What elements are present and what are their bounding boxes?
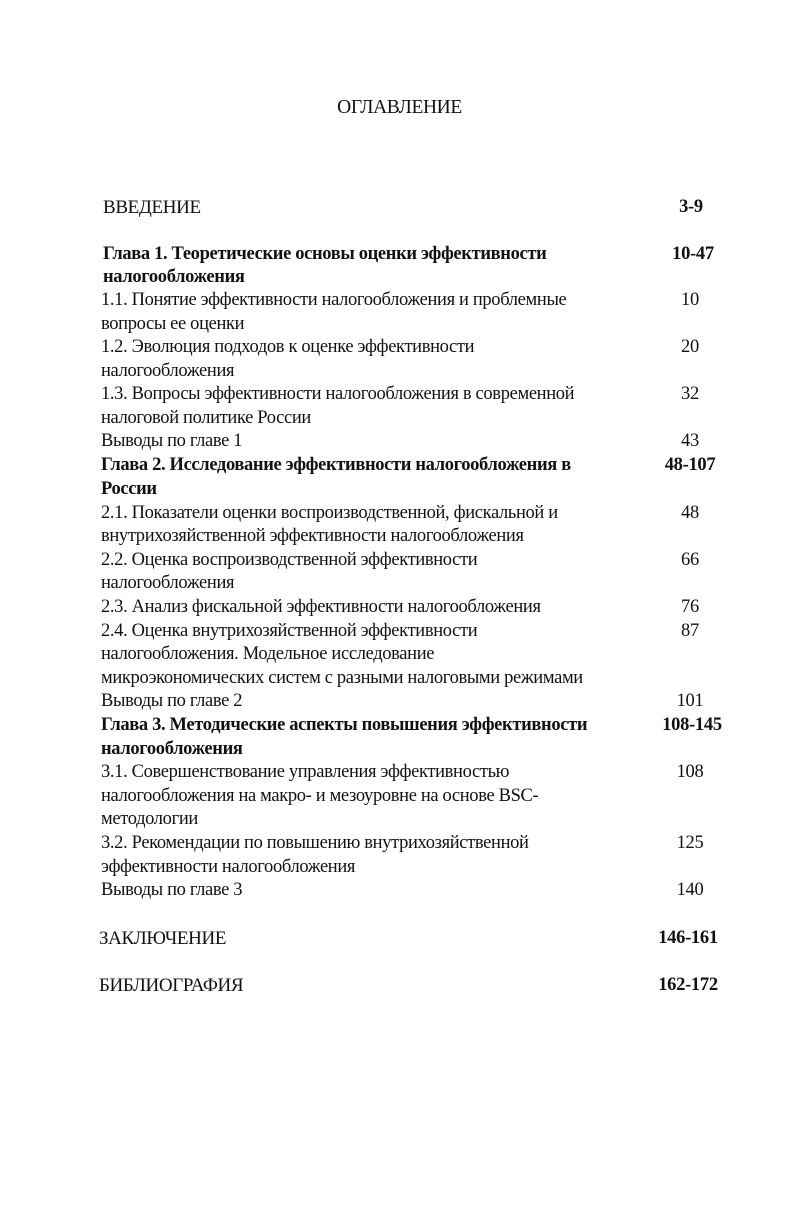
toc-chapter-3-line-1: Глава 3. Методические аспекты повышения эффективности (101, 715, 588, 735)
toc-section-3-1-line-3: методологии (101, 809, 198, 829)
toc-section-1-1-line-1: 1.1. Понятие эффективности налогообложения и проблемные (101, 290, 567, 310)
toc-page-section-3-2: 125 (676, 833, 704, 853)
toc-section-2-4-line-2: налогообложения. Модельное исследование (101, 644, 435, 664)
toc-page-section-2-4: 87 (681, 621, 699, 641)
toc-page-chapter-2: 48-107 (664, 455, 716, 475)
toc-section-2-4-line-3: микроэкономических систем с разными налоговыми режимами (101, 668, 583, 688)
toc-section-3-1-line-1: 3.1. Совершенствование управления эффективностью (101, 762, 510, 782)
toc-entry-bibliography: БИБЛИОГРАФИЯ (99, 975, 244, 996)
toc-page-conclusions-3: 140 (676, 880, 704, 900)
toc-entry-introduction: ВВЕДЕНИЕ (103, 197, 201, 218)
toc-page-chapter-3: 108-145 (662, 715, 722, 735)
toc-conclusions-chapter-3: Выводы по главе 3 (101, 880, 243, 900)
page-title: ОГЛАВЛЕНИЕ (337, 97, 462, 118)
toc-page-conclusion: 146-161 (658, 928, 718, 948)
toc-page-conclusions-2: 101 (676, 691, 704, 711)
toc-entry-conclusion: ЗАКЛЮЧЕНИЕ (99, 928, 227, 949)
toc-section-1-1-line-2: вопросы ее оценки (101, 314, 245, 334)
toc-section-2-2-line-2: налогообложения (101, 573, 235, 593)
toc-section-1-2-line-2: налогообложения (101, 361, 235, 381)
toc-page-section-1-2: 20 (681, 337, 699, 357)
toc-chapter-2-line-1: Глава 2. Исследование эффективности налогообложения в (101, 455, 571, 475)
toc-section-2-1-line-2: внутрихозяйственной эффективности налогообложения (101, 526, 524, 546)
toc-section-2-4-line-1: 2.4. Оценка внутрихозяйственной эффективности (101, 621, 478, 641)
toc-page-section-2-2: 66 (681, 550, 699, 570)
toc-section-2-2-line-1: 2.2. Оценка воспроизводственной эффективности (101, 550, 478, 570)
toc-chapter-1-line-2: налогообложения (103, 267, 245, 287)
toc-section-3-2-line-1: 3.2. Рекомендации по повышению внутрихозяйственной (101, 833, 529, 853)
toc-chapter-1-line-1: Глава 1. Теоретические основы оценки эффективности (103, 244, 547, 264)
toc-conclusions-chapter-1: Выводы по главе 1 (101, 431, 243, 451)
toc-page-section-3-1: 108 (676, 762, 704, 782)
toc-section-1-3-line-1: 1.3. Вопросы эффективности налогообложения в современной (101, 384, 575, 404)
toc-section-1-3-line-2: налоговой политике России (101, 408, 311, 428)
toc-section-2-3: 2.3. Анализ фискальной эффективности налогообложения (101, 597, 541, 617)
toc-section-3-1-line-2: налогообложения на макро- и мезоуровне на основе BSC- (101, 786, 539, 806)
toc-page-bibliography: 162-172 (658, 975, 718, 995)
toc-section-1-2-line-1: 1.2. Эволюция подходов к оценке эффективности (101, 337, 475, 357)
toc-page-section-2-1: 48 (681, 503, 699, 523)
toc-section-3-2-line-2: эффективности налогообложения (101, 857, 356, 877)
toc-page-chapter-1: 10-47 (672, 244, 714, 264)
toc-conclusions-chapter-2: Выводы по главе 2 (101, 691, 243, 711)
toc-page-section-1-1: 10 (681, 290, 699, 310)
toc-section-2-1-line-1: 2.1. Показатели оценки воспроизводственной, фискальной и (101, 503, 558, 523)
toc-chapter-3-line-2: налогообложения (101, 739, 243, 759)
toc-page-section-1-3: 32 (681, 384, 699, 404)
toc-page-introduction: 3-9 (679, 197, 703, 217)
toc-chapter-2-line-2: России (101, 479, 157, 499)
toc-page-conclusions-1: 43 (681, 431, 699, 451)
toc-page-section-2-3: 76 (681, 597, 699, 617)
